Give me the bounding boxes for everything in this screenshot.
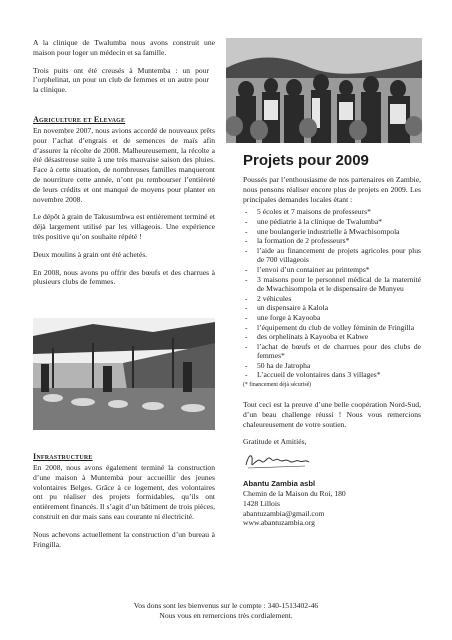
- agriculture-heading: Agriculture et Elevage: [33, 114, 126, 124]
- market-photo: [33, 318, 215, 430]
- left-column: [33, 38, 215, 295]
- infrastructure-paragraph-2: Nous achevons actuellement la construction d’un bureau à Fringilla.: [33, 529, 215, 549]
- projects-intro: Poussés par l’enthousiasme de nos partenaires en Zambie, nous pensons réaliser encore plus de projets en 2009. Les principales demandes locales étant :: [243, 175, 421, 204]
- address-block: [243, 479, 421, 528]
- list-item: - l’équipement du club de volley féminin de Fringilla: [243, 323, 421, 333]
- closing-paragraph: Tout ceci est la preuve d’une belle coopération Nord-Sud, d’un beau challenge réussi ! Nous vous remercions chaleureusement de votre soutien.: [243, 400, 421, 429]
- footer-thanks-line: Nous vous en remercions très cordialement.: [159, 611, 293, 620]
- footer: [0, 601, 452, 621]
- right-column: [243, 152, 421, 528]
- agriculture-paragraph-1: En novembre 2007, nous avions accordé de nouveaux prêts pour l’achat d’engrais et de semences de maïs afin d’assurer la récolte de 2008. Malheureusement, la récolte a été désastreuse suite à une très mauvaise saison des pluies. Face à cette situation, de nombreuses familles manqueront de nourriture cette année, n’ont pu rembourser l’entièreté de leurs crédits et ont manqué de moyens pour planter en novembre 2008.: [33, 125, 215, 204]
- infrastructure-heading: Infrastructure: [33, 452, 93, 461]
- list-item: - un dispensaire à Kalola: [243, 303, 421, 313]
- list-item: - la formation de 2 professeurs*: [243, 236, 421, 246]
- address-line-1: Chemin de la Maison du Roi, 180: [243, 489, 346, 499]
- signature: [243, 449, 421, 471]
- intro-paragraph-2: Trois puits ont été creusés à Muntemba : un pour l’orphelinat, un pour un club de femmes et un autre pour la clinique.: [33, 65, 209, 95]
- financing-note: (* financement déjà sécurisé): [243, 382, 312, 389]
- agriculture-paragraph-2: Le dépôt à grain de Takusumbwa est entièrement terminé et déjà largement utilisé par les villageois. Une expérience très positive qu’on souhaite répété !: [33, 212, 215, 241]
- footer-bank-line: Vos dons sont les bienvenus sur le compte : 340-1513402-46: [133, 601, 319, 610]
- projects-list: [243, 207, 421, 380]
- list-item: - 3 maisons pour le personnel médical de la maternité de Mwachisompola et le dispensaire de Munyeu: [243, 275, 421, 294]
- list-item: - 5 écoles et 7 maisons de professeurs*: [243, 207, 421, 217]
- infrastructure-paragraph-1: En 2008, nous avons également terminé la construction d’une maison à Muntemba pour accueillir des jeunes volontaires Belges. Grâce à ce logement, des volontaires ont pu réaliser des projets formidables, qu’ils ont entièrement financés. Il s’agit d’un bâtiment de trois pièces, construit en dur mais sans eau courante ni électricité.: [33, 463, 215, 521]
- address-line-2: 1428 Lillois: [243, 498, 280, 508]
- list-item: - une pédiatrie à la clinique de Twalumba*: [243, 217, 421, 227]
- greeting: Gratitude et Amitiés,: [243, 437, 307, 447]
- list-item: - une forge à Kayooba: [243, 313, 421, 323]
- agriculture-paragraph-4: En 2008, nous avons pu offrir des bœufs et des charrues à plusieurs clubs de femmes.: [33, 267, 215, 287]
- list-item: - 2 véhicules: [243, 294, 421, 304]
- list-item: - l’envoi d’un container au printemps*: [243, 265, 421, 275]
- agriculture-paragraph-3: Deux moulins à grain ont été achetés.: [33, 249, 148, 259]
- list-item: - des orphelinats à Kayooba et Kabwe: [243, 332, 421, 342]
- website-link[interactable]: www.abantuzambia.org: [243, 518, 315, 528]
- projects-title: Projets pour 2009: [243, 152, 369, 169]
- list-item: - 50 ha de Jatropha: [243, 361, 421, 371]
- crowd-photo: [226, 38, 422, 143]
- list-item: - L’accueil de volontaires dans 3 villages*: [243, 370, 421, 380]
- list-item: - une boulangerie industrielle à Mwachisompola: [243, 227, 421, 237]
- org-name: Abantu Zambia asbl: [243, 479, 316, 489]
- list-item: - l’aide au financement de projets agricoles pour plus de 700 villageois: [243, 246, 421, 265]
- infrastructure-section: [33, 452, 215, 557]
- list-item: - l’achat de bœufs et de charrues pour des clubs de femmes*: [243, 342, 421, 361]
- intro-paragraph-1: A la clinique de Twalumba nous avons construit une maison pour loger un médecin et sa famille.: [33, 38, 215, 57]
- email-link[interactable]: abantuzambia@gmail.com: [243, 508, 325, 518]
